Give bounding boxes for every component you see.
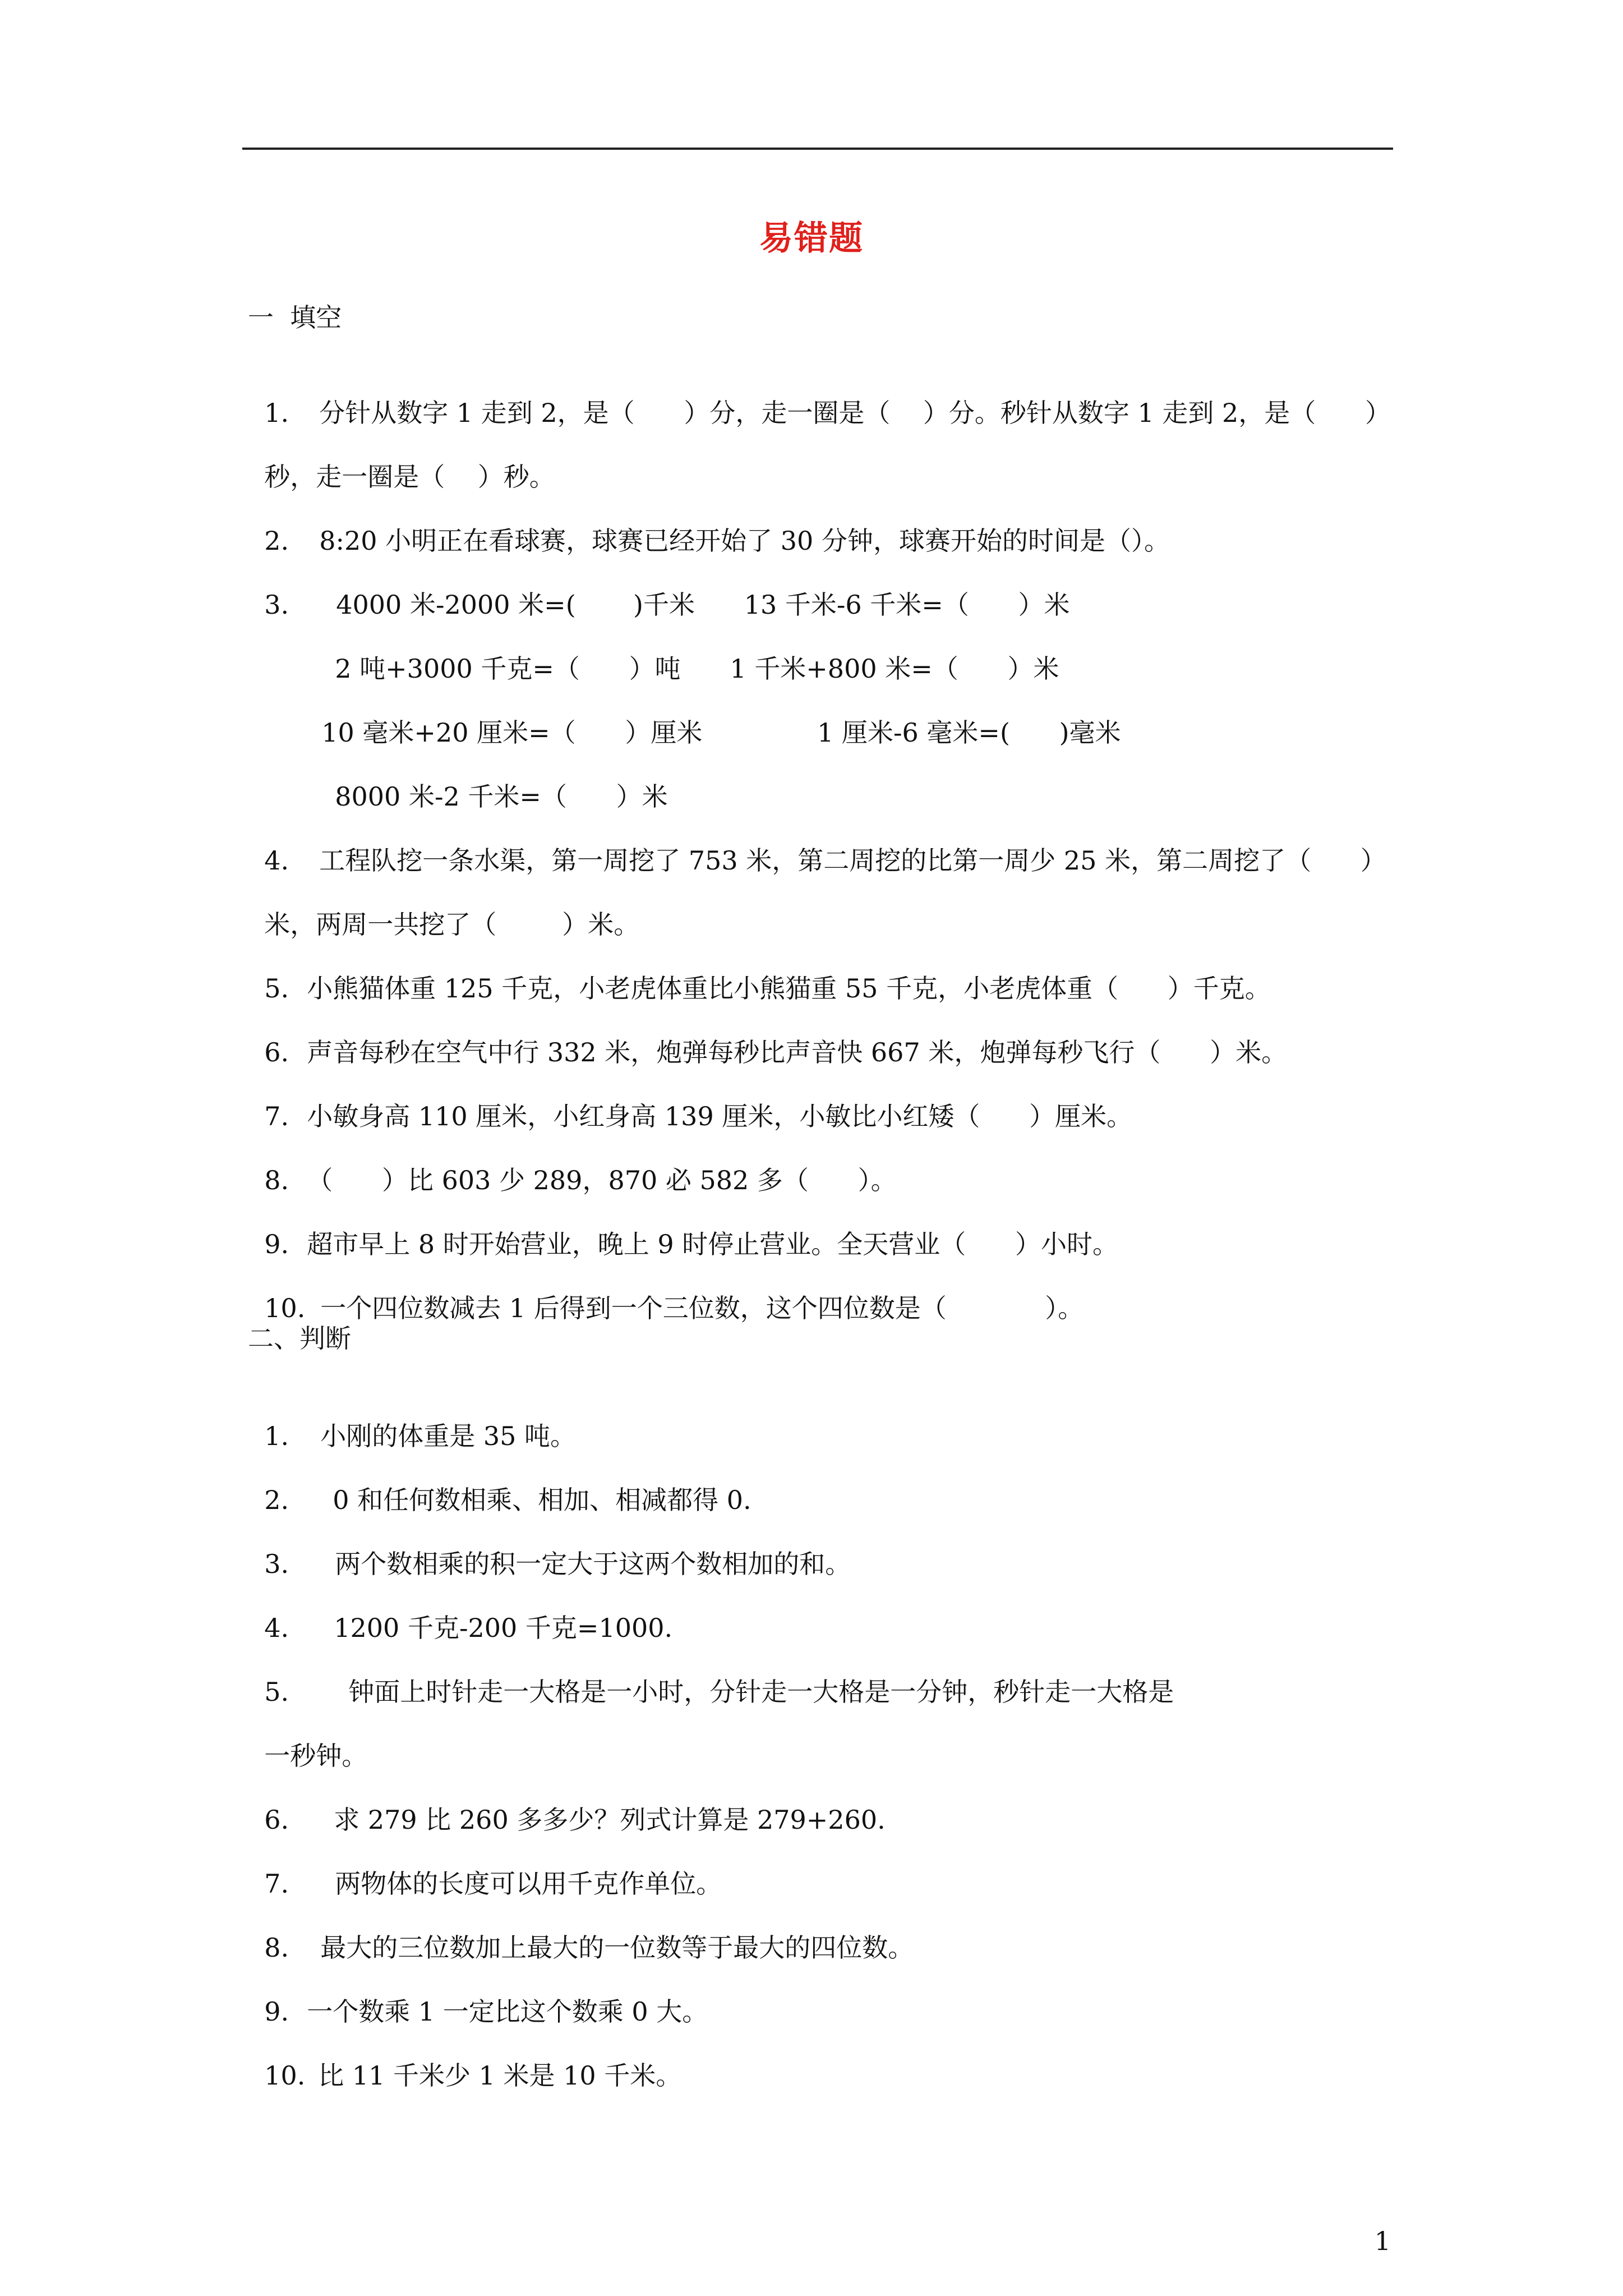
- question-line: [248, 1002, 1287, 1069]
- question-text: （ ）比 603 少 289，870 必 582 多（ ）。: [307, 1165, 897, 1195]
- question-text: 声音每秒在空气中行 332 米，炮弹每秒比声音快 667 米，炮弹每秒飞行（ ）米。: [307, 1037, 1288, 1068]
- question-number: 7.: [264, 1869, 289, 1899]
- question-text: 求 279 比 260 多多少？列式计算是 279+260.: [334, 1805, 886, 1835]
- question-line: [248, 1066, 1132, 1133]
- question-line: [248, 1897, 914, 1964]
- question-line: [248, 1194, 1118, 1261]
- question-text: 10 毫米+20 厘米=（ ）厘米 1 厘米-6 毫米=( )毫米: [321, 717, 1121, 748]
- question-line: [248, 938, 1271, 1005]
- question-number: 8.: [264, 1932, 289, 1963]
- question-number: 2.: [264, 526, 289, 556]
- question-number: 4.: [264, 845, 289, 876]
- question-text: 小刚的体重是 35 吨。: [320, 1421, 577, 1451]
- question-text: 小熊猫体重 125 千克，小老虎体重比小熊猫重 55 千克，小老虎体重（ ）千克。: [307, 973, 1271, 1004]
- question-number: 7.: [264, 1101, 289, 1131]
- question-line: [248, 554, 1070, 622]
- question-number: 4.: [264, 1613, 289, 1643]
- question-line: [248, 1513, 851, 1581]
- question-line: [248, 1769, 886, 1837]
- question-line: [248, 1641, 1174, 1709]
- question-text: 比 11 千米少 1 米是 10 千米。: [318, 2060, 682, 2091]
- question-line: [248, 490, 1170, 558]
- question-text: 一秒钟。: [264, 1741, 368, 1771]
- question-number: 8.: [264, 1165, 289, 1195]
- question-number: 9.: [264, 1996, 289, 2027]
- question-text: 一个数乘 1 一定比这个数乘 0 大。: [307, 1996, 708, 2027]
- question-text: 4000 米-2000 米=( )千米 13 千米-6 千米=（ ）米: [336, 590, 1070, 620]
- question-line: [248, 874, 639, 941]
- question-line: [319, 746, 668, 813]
- question-line: [319, 618, 1059, 685]
- question-text: 秒，走一圈是（ ）秒。: [264, 462, 555, 492]
- question-line: [305, 682, 1121, 749]
- question-line: [248, 426, 555, 494]
- question-text: 1200 千克-200 千克=1000.: [334, 1613, 673, 1643]
- header-rule: [242, 148, 1393, 150]
- section-heading-fill-blank: 一 填空: [248, 302, 342, 333]
- question-text: 最大的三位数加上最大的一位数等于最大的四位数。: [320, 1932, 914, 1963]
- question-number: 6.: [264, 1037, 289, 1068]
- question-text: 分针从数字 1 走到 2，是（ ）分，走一圈是（ ）分。秒针从数字 1 走到 2，是（ ）: [319, 398, 1391, 428]
- question-text: 0 和任何数相乘、相加、相减都得 0.: [333, 1485, 751, 1515]
- question-text: 一个四位数减去 1 后得到一个三位数，这个四位数是（ ）。: [320, 1293, 1084, 1323]
- question-text: 小敏身高 110 厘米，小红身高 139 厘米，小敏比小红矮（ ）厘米。: [307, 1101, 1133, 1131]
- section-heading-true-false: 二、判断: [248, 1323, 351, 1354]
- question-text: 工程队挖一条水渠，第一周挖了 753 米，第二周挖的比第一周少 25 米，第二周挖了（ ）: [319, 845, 1386, 876]
- page-number: 1: [1374, 2226, 1391, 2256]
- question-text: 8000 米-2 千米=（ ）米: [335, 781, 668, 812]
- question-line: [248, 1833, 722, 1901]
- question-line: [248, 810, 1386, 877]
- question-number: 6.: [264, 1805, 289, 1835]
- question-text: 2 吨+3000 千克=（ ）吨 1 千米+800 米=（ ）米: [335, 654, 1059, 684]
- question-number: 10.: [264, 2060, 306, 2091]
- question-number: 1.: [264, 398, 289, 428]
- question-number: 5.: [264, 973, 289, 1004]
- question-number: 3.: [264, 590, 289, 620]
- question-line: [248, 362, 1391, 430]
- question-text: 8:20 小明正在看球赛，球赛已经开始了 30 分钟，球赛开始的时间是（）。: [319, 526, 1170, 556]
- question-line: [248, 1386, 576, 1453]
- question-line: [248, 1705, 367, 1773]
- question-text: 超市早上 8 时开始营业，晚上 9 时停止营业。全天营业（ ）小时。: [307, 1229, 1119, 1259]
- question-number: 10.: [264, 1293, 306, 1323]
- question-number: 1.: [264, 1421, 289, 1451]
- question-number: 5.: [264, 1677, 289, 1707]
- question-text: 米，两周一共挖了（ ）米。: [264, 909, 640, 940]
- question-text: 钟面上时针走一大格是一小时，分针走一大格是一分钟，秒针走一大格是: [348, 1677, 1174, 1707]
- question-number: 9.: [264, 1229, 289, 1259]
- question-text: 两物体的长度可以用千克作单位。: [335, 1869, 722, 1899]
- question-number: 3.: [264, 1549, 289, 1579]
- question-line: [248, 1130, 897, 1197]
- question-line: [248, 1450, 751, 1517]
- question-line: [248, 1258, 1083, 1325]
- question-line: [248, 2025, 681, 2092]
- question-number: 2.: [264, 1485, 289, 1515]
- page-title: 易错题: [759, 219, 864, 258]
- question-text: 两个数相乘的积一定大于这两个数相加的和。: [335, 1549, 851, 1579]
- question-line: [248, 1961, 708, 2028]
- question-line: [248, 1577, 672, 1645]
